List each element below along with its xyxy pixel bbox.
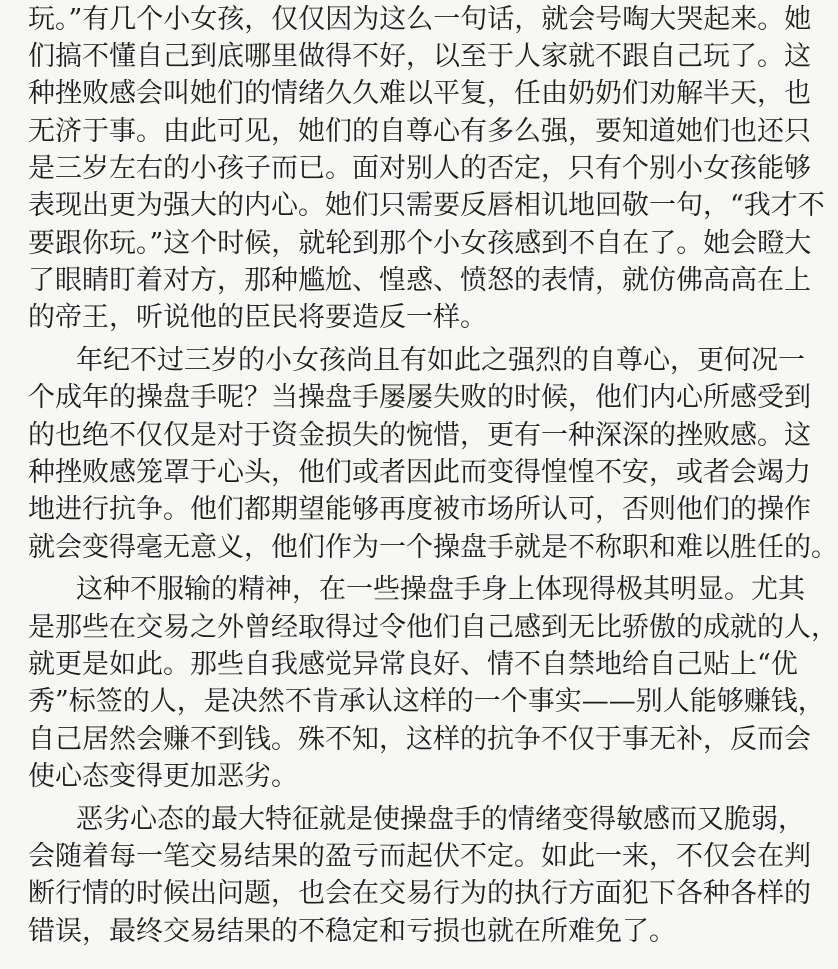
- text-line: 就会变得毫无意义，他们作为一个操盘手就是不称职和难以胜任的。: [28, 532, 838, 563]
- text-line: 的帝王，听说他的臣民将要造反一样。: [28, 302, 487, 333]
- text-line: 地进行抗争。他们都期望能够再度被市场所认可，否则他们的操作: [28, 494, 811, 525]
- text-line: 种挫败感会叫她们的情绪久久难以平复，任由奶奶们劝解半天，也: [28, 78, 811, 109]
- text-line: 是那些在交易之外曾经取得过令他们自己感到无比骄傲的成就的人，: [28, 612, 838, 643]
- paragraph-first-line: 恶劣心态的最大特征就是使操盘手的情绪变得敏感而又脆弱，: [76, 804, 805, 835]
- text-line: 使心态变得更加恶劣。: [28, 761, 298, 792]
- text-line: 种挫败感笼罩于心头，他们或者因此而变得惶惶不安，或者会竭力: [28, 457, 811, 488]
- text-line: 错误，最终交易结果的不稳定和亏损也就在所难免了。: [28, 916, 676, 947]
- text-line: 了眼睛盯着对方，那种尴尬、惶惑、愤怒的表情，就仿佛高高在上: [28, 265, 811, 296]
- text-line: 秀”标签的人，是决然不肯承认这样的一个事实——别人能够赚钱，: [28, 686, 825, 717]
- text-line: 个成年的操盘手呢？当操盘手屡屡失败的时候，他们内心所感受到: [28, 382, 811, 413]
- text-line: 会随着每一笔交易结果的盈亏而起伏不定。如此一来，不仅会在判: [28, 841, 811, 872]
- paragraph-first-line: 年纪不过三岁的小女孩尚且有如此之强烈的自尊心，更何况一: [76, 345, 805, 376]
- text-line: 断行情的时候出问题，也会在交易行为的执行方面犯下各种各样的: [28, 878, 811, 909]
- text-line: 们搞不懂自己到底哪里做得不好，以至于人家就不跟自己玩了。这: [28, 41, 811, 72]
- paragraph-first-line: 这种不服输的精神，在一些操盘手身上体现得极其明显。尤其: [76, 574, 805, 605]
- text-line: 玩。”有几个小女孩，仅仅因为这么一句话，就会号啕大哭起来。她: [28, 4, 812, 35]
- text-line: 自己居然会赚不到钱。殊不知，这样的抗争不仅于事无补，反而会: [28, 724, 811, 755]
- text-line: 就更是如此。那些自我感觉异常良好、情不自禁地给自己贴上“优: [28, 649, 798, 680]
- text-line: 无济于事。由此可见，她们的自尊心有多么强，要知道她们也还只: [28, 116, 811, 147]
- text-line: 是三岁左右的小孩子而已。面对别人的否定，只有个别小女孩能够: [28, 153, 811, 184]
- text-line: 要跟你玩。”这个时候，就轮到那个小女孩感到不自在了。她会瞪大: [28, 228, 812, 259]
- text-line: 的也绝不仅仅是对于资金损失的惋惜，更有一种深深的挫败感。这: [28, 420, 811, 451]
- text-line: 表现出更为强大的内心。她们只需要反唇相讥地回敬一句，“我才不: [28, 190, 825, 221]
